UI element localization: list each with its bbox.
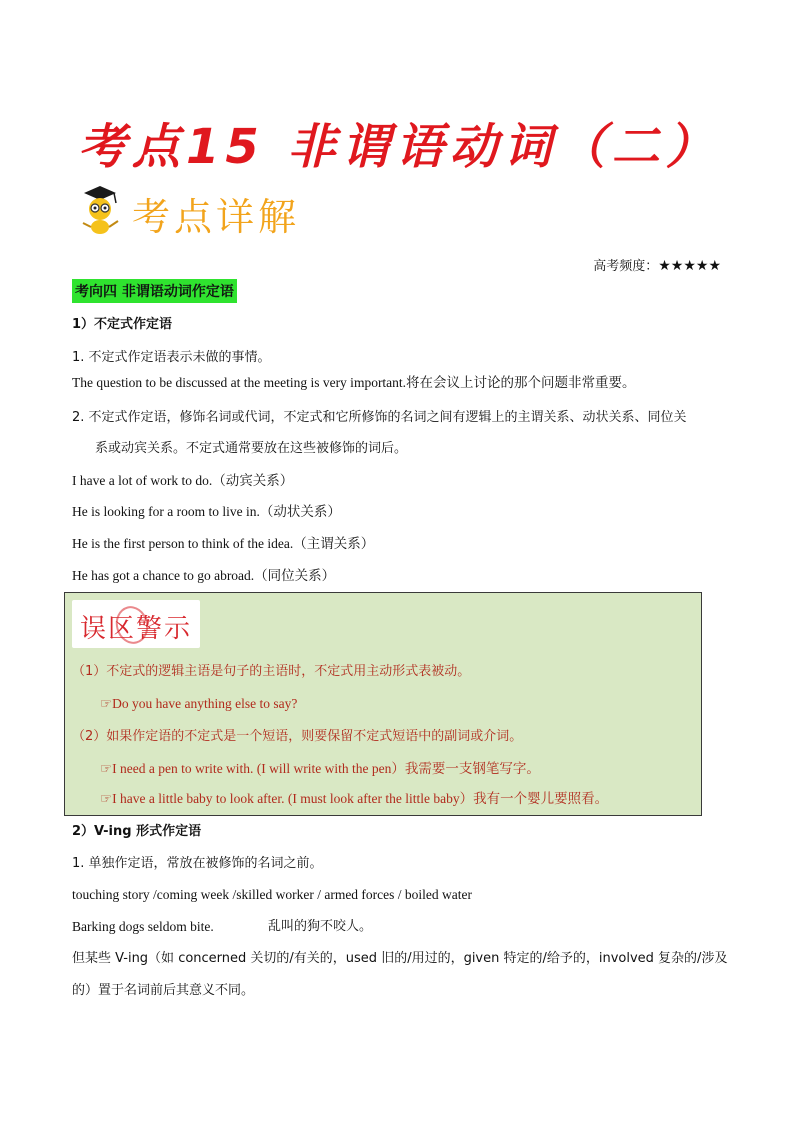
part1-point1: 1. 不定式作定语表示未做的事情。: [72, 350, 271, 365]
part1-heading: 1）不定式作定语: [72, 317, 173, 332]
example-line: He is looking for a room to live in.（动状关系）: [72, 504, 341, 519]
warning-item2: （2）如果作定语的不定式是一个短语，则要保留不定式短语中的副词或介词。: [72, 729, 523, 744]
part2-example-cn: 乱叫的狗不咬人。: [268, 919, 373, 934]
example-line: He is the first person to think of the idea.（主谓关系）: [72, 536, 375, 551]
part1-example1: The question to be discussed at the meeting is very important.将在会议上讨论的那个问题非常重要。: [72, 375, 636, 390]
section-heading: 考向四 非谓语动词作定语: [72, 279, 237, 303]
warning-badge: [72, 600, 200, 648]
part1-point2-line1: 2. 不定式作定语，修饰名词或代词，不定式和它所修饰的名词之间有逻辑上的主谓关系、动状关系、同位关: [72, 410, 687, 425]
warning-item2-example2: ☞I have a little baby to look after. (I must look after the little baby）我有一个婴儿要照看。: [100, 791, 609, 806]
frequency-label: 高考频度：: [593, 259, 659, 274]
part2-example-en: Barking dogs seldom bite.: [72, 919, 214, 934]
warning-item1-example: ☞Do you have anything else to say?: [100, 696, 298, 711]
warning-item1: （1）不定式的逻辑主语是句子的主语时，不定式用主动形式表被动。: [72, 664, 471, 679]
page-title: 考点15 非谓语动词（二）: [78, 119, 720, 175]
part2-phrases: touching story /coming week /skilled worker / armed forces / boiled water: [72, 887, 473, 902]
part2-note-line1: 但某些 V-ing（如 concerned 关切的/有关的，used 旧的/用过的，given 特定的/给予的，involved 复杂的/涉及: [72, 951, 728, 966]
warning-item2-example1: ☞I need a pen to write with. (I will write with the pen）我需要一支钢笔写字。: [100, 761, 540, 776]
exam-frequency: [593, 255, 721, 274]
part2-point1: 1. 单独作定语，常放在被修饰的名词之前。: [72, 856, 323, 871]
frequency-stars: ★★★★★: [658, 258, 721, 274]
part1-point2-line2: 系或动宾关系。不定式通常要放在这些被修饰的词后。: [95, 441, 408, 456]
warning-badge-label: 误区警示: [80, 614, 193, 644]
part2-note-line2: 的）置于名词前后其意义不同。: [72, 983, 255, 998]
graduate-mascot-icon: [78, 183, 122, 235]
part2-heading: 2）V-ing 形式作定语: [72, 824, 202, 839]
example-line: I have a lot of work to do.（动宾关系）: [72, 473, 294, 488]
example-line: He has got a chance to go abroad.（同位关系）: [72, 568, 336, 583]
section-subtitle: 考点详解: [132, 195, 301, 239]
